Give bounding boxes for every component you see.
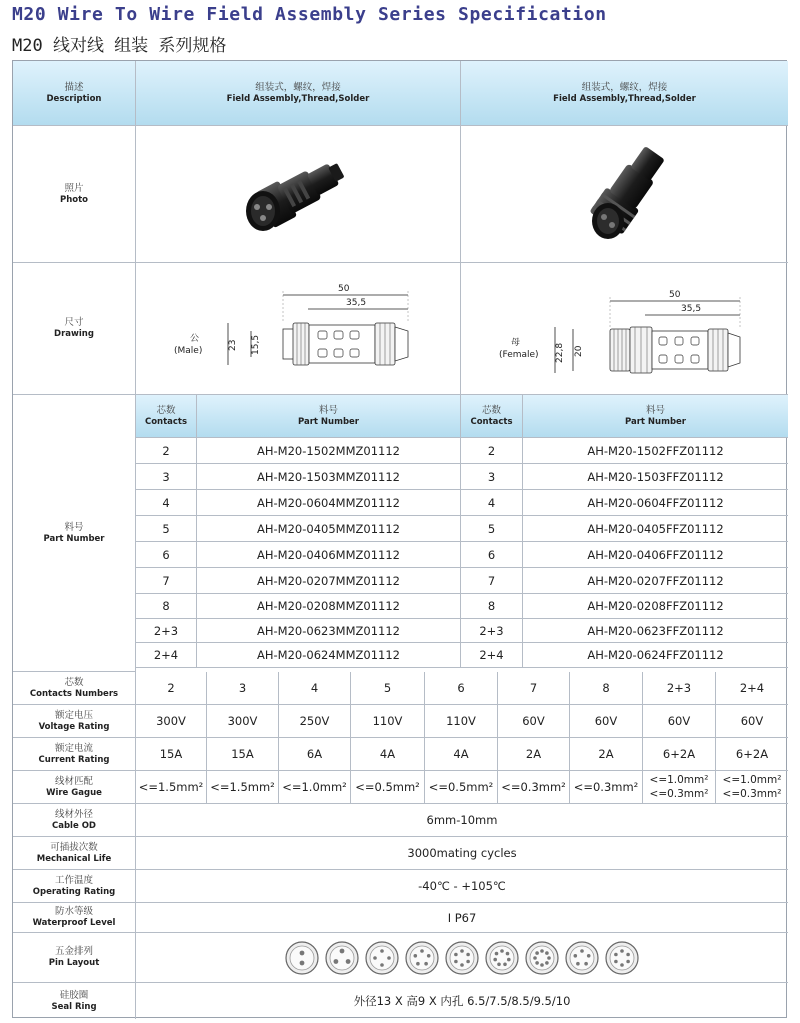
male-part-number-cell [197,490,461,516]
male-part-number-cell [197,643,461,668]
male-contacts-cell [136,568,197,594]
spec-label-en: Contacts Numbers [29,688,119,699]
pin-contact [300,950,305,955]
male-contacts-cell [136,619,197,643]
spec-value-cell [351,672,425,705]
spec-value-line: <=1.0mm² [649,774,709,786]
pin-layout-diagram [286,942,318,974]
cable-od-label [13,804,136,837]
spec-value: 8 [602,681,610,695]
spec-value-cell [136,705,207,738]
female-part-number-cell [523,594,788,619]
male-name-cn: 公 [190,333,200,344]
pin-contact [346,959,351,964]
male-d2: 15,5 [251,334,261,355]
pin-contact [454,952,458,956]
male-part-number-cell [197,516,461,542]
description-female [461,61,788,126]
female-part-number-cell [523,490,788,516]
female-part-number-cell [523,464,788,490]
male-contacts-value: 2+4 [153,648,179,662]
pin-layout-diagram [486,942,518,974]
pin-contact [535,961,539,965]
male-connector-photo [223,139,373,249]
male-drawing [138,265,458,393]
spec-value: 7 [529,681,538,695]
photo-label-en: Photo [59,194,89,205]
pin-contact [334,959,339,964]
pin-layout-diagram [326,942,358,974]
pin-layout-label-cn: 五金排列 [54,946,93,957]
mechanical-life-value [136,837,788,870]
male-contacts-cell [136,490,197,516]
seal-ring-label-en: Seal Ring [51,1001,97,1012]
female-contacts-cell [461,490,523,516]
spec-label-cn: 额定电压 [54,709,93,721]
male-contacts-header-en: Contacts [144,416,188,427]
photo-female [461,126,788,263]
pin-contact [507,957,511,961]
male-part-number-value: AH-M20-0405MMZ01112 [257,521,400,536]
female-name-cn: 母 [510,337,520,348]
male-contacts-value: 7 [162,573,170,588]
spec-value-cell [498,738,570,771]
spec-value: 300V [156,714,186,728]
pin-contact [614,959,618,963]
female-contacts-cell [461,619,523,643]
pin-contact [500,949,504,953]
female-part-number-value: AH-M20-0207FFZ01112 [587,573,724,588]
mechanical-life-label [13,837,136,870]
pin-contact [587,954,591,958]
female-part-number-value: AH-M20-0624FFZ01112 [587,648,724,662]
spec-value-cell [498,771,570,804]
female-part-number-header [523,395,788,438]
spec-value: <=0.3mm² [501,780,566,794]
pin-contact [614,952,618,956]
spec-value: 60V [740,714,764,728]
spec-value-cell [279,705,351,738]
pin-contact [420,949,424,953]
spec-value-cell [716,738,788,771]
pin-contact [373,956,377,960]
seal-ring-value-text: 外径13 X 高9 X 内孔 6.5/7.5/8.5/9.5/10 [353,994,571,1008]
spec-label-cn: 线材匹配 [54,775,93,787]
seal-ring-label-cn: 硅胶圈 [59,989,89,1001]
pin-layout-label-en: Pin Layout [48,958,100,968]
female-contacts-cell [461,542,523,568]
female-contacts-header-cn: 芯数 [481,404,501,416]
female-contacts-value: 7 [487,573,496,588]
spec-value-cell [716,771,788,804]
female-part-number-value: AH-M20-0405FFZ01112 [587,521,724,536]
spec-value: 60V [522,714,545,728]
female-contacts-header [461,395,523,438]
pin-contact [547,956,551,960]
spec-value-cell [207,705,279,738]
male-part-number-value: AH-M20-0208MMZ01112 [257,599,400,613]
male-part-number-value: AH-M20-0623MMZ01112 [257,623,400,638]
female-contacts-cell [461,643,523,668]
female-part-number-value: AH-M20-1502FFZ01112 [587,443,724,458]
seal-ring-value [136,983,788,1019]
female-part-number-value: AH-M20-1503FFZ01112 [587,469,724,484]
description-male-en: Field Assembly,Thread,Solder [226,93,370,104]
male-part-number-cell [197,619,461,643]
spec-value: 15A [231,747,254,761]
female-d1: 22,8 [554,342,565,363]
operating-label [13,870,136,903]
pin-layout-diagram [606,942,638,974]
spec-value-cell [716,705,788,738]
female-part-number-cell [523,643,788,668]
spec-value-cell [570,771,643,804]
waterproof-label-en: Waterproof Level [32,918,116,928]
male-part-number-value: AH-M20-1503MMZ01112 [257,469,400,484]
part-number-label-en: Part Number [43,533,105,544]
male-pn-header-cn: 料号 [318,404,338,416]
description-male-cn: 组装式，螺纹，焊接 [255,81,341,93]
spec-value-cell [136,771,207,804]
pin-contact [540,949,544,953]
female-length2: 35,5 [680,303,701,314]
female-part-number-cell [523,568,788,594]
spec-value-line: <=0.3mm² [649,788,709,800]
male-contacts-cell [136,594,197,619]
female-contacts-value: 5 [487,521,496,536]
pin-contact [535,951,539,955]
female-length: 50 [668,289,680,300]
cable-od-value-text: 6mm-10mm [426,813,498,827]
spec-value-cell [570,705,643,738]
photo-label [13,126,136,263]
pin-contact [620,963,624,967]
spec-value: 300V [227,714,258,728]
page-title-cn: M20 线对线 组装 系列规格 [12,36,227,56]
male-contacts-value: 3 [162,469,170,484]
description-female-cn: 组装式，螺纹，焊接 [581,81,668,93]
female-contacts-cell [461,594,523,619]
spec-value: 2A [525,747,542,761]
pin-contact [545,951,549,955]
spec-value: 4 [310,681,319,695]
drawing-label-cn: 尺寸 [64,317,84,328]
spec-value-cell [570,738,643,771]
pin-contact [545,961,549,965]
mechanical-life-value-text: 3000mating cycles [407,846,517,860]
spec-value-cell [498,672,570,705]
pin-layout-diagrams [282,938,642,978]
female-contacts-value: 2 [487,443,496,458]
spec-label [13,738,136,771]
male-part-number-value: AH-M20-1502MMZ01112 [257,443,400,458]
pin-contact [466,959,470,963]
male-contacts-value: 6 [162,547,170,562]
pin-layout-diagram [406,942,438,974]
operating-value-text: -40℃ - +105℃ [418,879,506,893]
spec-value-cell [279,672,351,705]
spec-value-cell [643,672,716,705]
female-part-number-value: AH-M20-0604FFZ01112 [587,495,724,510]
male-part-number-cell [197,542,461,568]
spec-label-cn: 芯数 [64,676,84,688]
pin-contact [414,954,418,958]
male-part-number-cell [197,464,461,490]
pin-contact [503,962,507,966]
male-contacts-value: 8 [162,599,170,613]
pin-contact [574,954,578,958]
spec-label [13,705,136,738]
male-contacts-value: 2 [162,443,170,458]
spec-value-cell [207,672,279,705]
description-label-en: Description [46,93,102,104]
male-contacts-cell [136,464,197,490]
pin-layout-diagram [366,942,398,974]
spec-value: 2+3 [666,681,692,695]
spec-value-cell [425,705,498,738]
spec-label-en: Wire Gague [46,787,102,798]
part-number-label-cn: 料号 [64,521,84,533]
pin-contact [540,963,544,967]
female-contacts-cell [461,516,523,542]
cable-od-label-cn: 线材外径 [54,808,93,820]
male-part-number-value: AH-M20-0604MMZ01112 [257,495,400,510]
spec-value: 3 [238,681,247,695]
male-contacts-value: 2+3 [153,623,179,638]
spec-value: <=0.5mm² [355,780,420,794]
spec-label-en: Voltage Rating [38,721,110,732]
spec-value-cell [207,771,279,804]
drawing-female [461,263,788,395]
operating-label-cn: 工作温度 [54,874,93,886]
spec-value-cell [136,738,207,771]
female-part-number-cell [523,542,788,568]
spec-label [13,771,136,804]
pin-contact [626,959,630,963]
male-part-number-cell [197,594,461,619]
spec-value: 2 [167,681,175,695]
page-title-en: M20 Wire To Wire Field Assembly Series Specification [12,4,607,25]
male-part-number-value: AH-M20-0624MMZ01112 [257,648,400,662]
spec-value: 250V [299,714,330,728]
description-female-en: Field Assembly,Thread,Solder [553,93,696,104]
spec-value-cell [643,771,716,804]
female-contacts-value: 2+4 [479,648,504,662]
pin-layout-label [13,933,136,983]
spec-value: 4A [379,747,396,761]
spec-value: 4A [453,747,469,761]
spec-value-cell [425,738,498,771]
description-label [13,61,136,126]
drawing-label [13,263,136,395]
spec-value-cell [643,705,716,738]
spec-value: 15A [159,747,183,761]
spec-value: 6 [457,681,465,695]
operating-value [136,870,788,903]
spec-value-cell [207,738,279,771]
operating-label-en: Operating Rating [32,886,116,897]
pin-contact [580,949,584,953]
pin-layout-diagram [566,942,598,974]
pin-contact [533,956,537,960]
pin-contact [427,954,431,958]
spec-value-cell [351,771,425,804]
photo-male [136,126,461,263]
spec-value: 2A [598,747,614,761]
female-contacts-value: 6 [487,547,496,562]
female-contacts-value: 4 [487,495,496,510]
waterproof-value-text: I P67 [447,910,477,925]
spec-value-cell [351,738,425,771]
male-contacts-cell [136,516,197,542]
spec-value: 60V [667,714,691,728]
spec-table [12,60,787,1018]
female-contacts-cell [461,438,523,464]
female-d2: 20 [573,345,584,357]
pin-layout-diagram [446,942,478,974]
spec-value: 110V [446,714,476,728]
mechanical-life-label-cn: 可插拔次数 [50,841,98,853]
spec-value: 2+4 [739,681,765,695]
male-length: 50 [338,283,350,294]
spec-value: 60V [594,714,618,728]
pin-contact [380,963,384,967]
pin-contact [497,962,501,966]
pin-layout-value [136,933,788,983]
spec-value-cell [716,672,788,705]
spec-label-en: Current Rating [38,754,110,765]
female-drawing [465,265,785,393]
male-d1: 23 [228,339,238,351]
pin-contact [466,952,470,956]
female-part-number-value: AH-M20-0623FFZ01112 [587,623,724,638]
spec-value-cell [425,771,498,804]
male-length2: 35,5 [346,297,367,308]
cable-od-value [136,804,788,837]
pin-contact [506,951,510,955]
pin-contact [380,949,384,953]
female-pn-header-cn: 料号 [645,404,665,416]
male-name-en: (Male) [174,345,203,356]
drawing-male [136,263,461,395]
female-part-number-value: AH-M20-0208FFZ01112 [587,599,724,613]
male-part-number-cell [197,568,461,594]
pin-contact [416,961,420,965]
female-contacts-cell [461,568,523,594]
pin-contact [576,961,580,965]
pin-contact [424,961,428,965]
spec-value-cell [425,672,498,705]
description-label-cn: 描述 [64,81,84,93]
spec-value-cell [498,705,570,738]
spec-value: <=1.5mm² [138,780,204,794]
female-contacts-cell [461,464,523,490]
spec-value: 6A [306,747,323,761]
pin-contact [454,959,458,963]
pin-contact [620,949,624,953]
female-part-number-value: AH-M20-0406FFZ01112 [587,547,724,562]
female-part-number-cell [523,438,788,464]
male-contacts-cell [136,643,197,668]
waterproof-label [13,903,136,933]
spec-value-line: <=1.0mm² [722,774,782,786]
male-part-number-value: AH-M20-0406MMZ01112 [257,547,400,562]
female-connector-photo [550,139,700,249]
pin-contact [584,961,588,965]
seal-ring-label [13,983,136,1019]
spec-value-cell [643,738,716,771]
spec-value: <=0.3mm² [573,780,639,794]
spec-value-cell [279,738,351,771]
waterproof-value [136,903,788,933]
spec-value: 6+2A [662,747,696,761]
pin-contact [300,960,305,965]
male-contacts-header [136,395,197,438]
spec-value: <=1.5mm² [210,780,275,794]
pin-contact [387,956,391,960]
pin-contact [493,957,497,961]
male-part-number-cell [197,438,461,464]
pin-contact [460,963,464,967]
spec-value-cell [570,672,643,705]
pin-contact [626,952,630,956]
male-part-number-header [197,395,461,438]
cable-od-label-en: Cable OD [52,820,96,831]
waterproof-label-cn: 防水等级 [54,906,93,917]
mechanical-life-label-en: Mechanical Life [36,853,112,864]
female-contacts-value: 2+3 [479,623,504,638]
male-contacts-value: 4 [162,495,170,510]
female-part-number-cell [523,516,788,542]
part-number-label [13,395,136,672]
female-contacts-header-en: Contacts [470,416,513,427]
spec-value-cell [351,705,425,738]
drawing-label-en: Drawing [54,329,94,339]
male-contacts-cell [136,542,197,568]
pin-layout-diagram [526,942,558,974]
male-pn-header-en: Part Number [297,416,359,427]
spec-value: <=0.5mm² [428,780,494,794]
male-contacts-cell [136,438,197,464]
spec-value-cell [279,771,351,804]
spec-label-cn: 额定电流 [54,742,93,754]
pin-contact [495,951,499,955]
female-contacts-value: 8 [487,599,496,613]
pin-contact [340,948,345,953]
spec-value: 110V [372,714,403,728]
spec-value-line: <=0.3mm² [722,788,782,800]
female-contacts-value: 3 [487,469,496,484]
male-part-number-value: AH-M20-0207MMZ01112 [257,573,400,588]
spec-label [13,672,136,705]
description-male [136,61,461,126]
male-contacts-value: 5 [162,521,170,536]
male-contacts-header-cn: 芯数 [156,404,176,416]
photo-label-cn: 照片 [64,182,84,194]
spec-value: <=1.0mm² [282,780,347,794]
spec-value: 5 [383,681,392,695]
pin-contact [460,949,464,953]
spec-value-cell [136,672,207,705]
female-name-en: (Female) [498,349,539,360]
spec-value: 6+2A [735,747,769,761]
female-pn-header-en: Part Number [624,416,686,427]
female-part-number-cell [523,619,788,643]
